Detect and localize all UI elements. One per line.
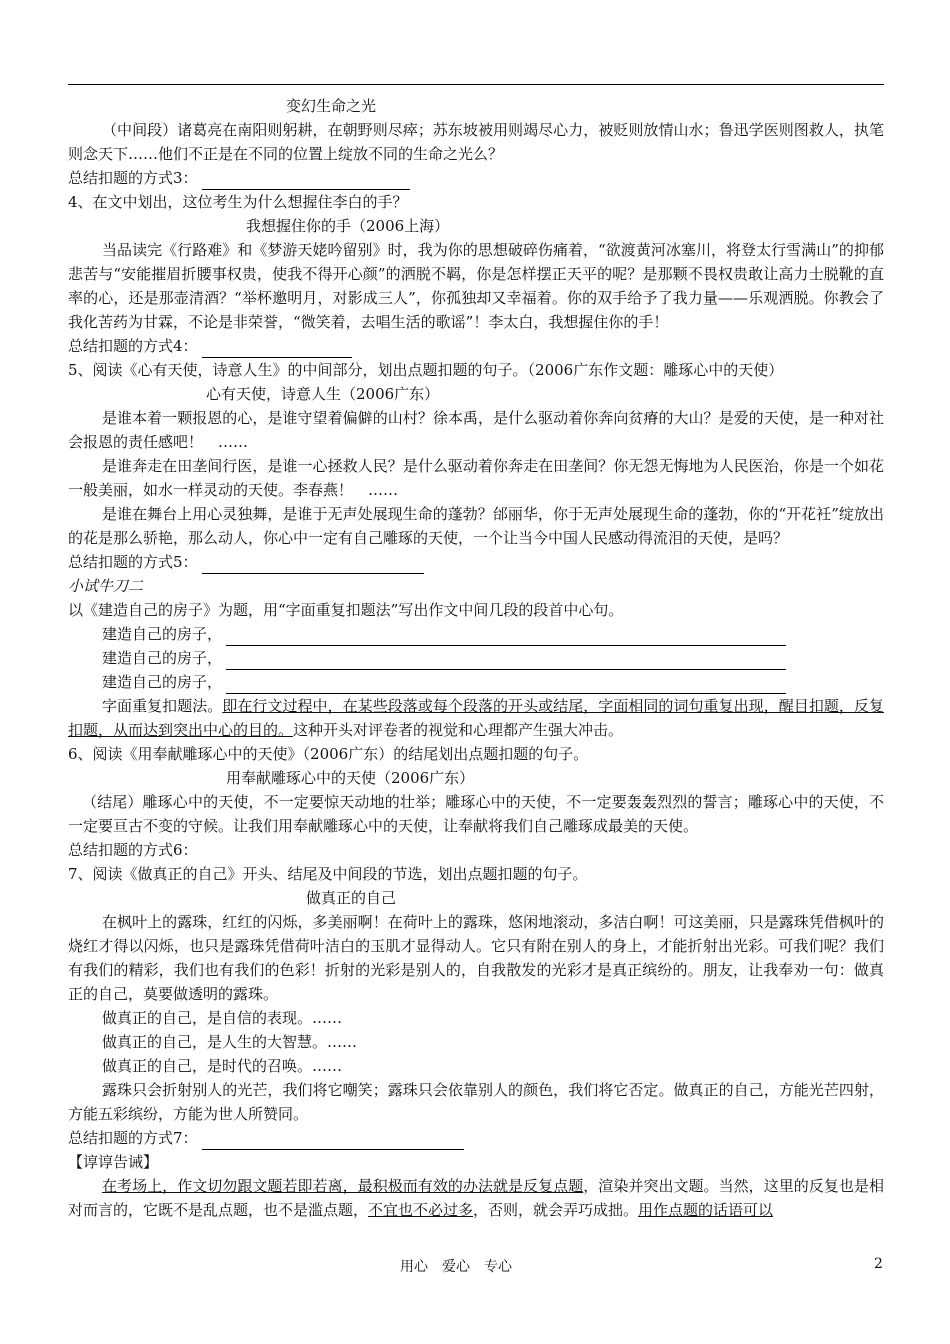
paragraph-zhihui: 做真正的自己，是人生的大智慧。…… — [102, 1033, 358, 1051]
summary-label-7: 总结扣题的方式7： — [68, 1129, 198, 1147]
essay-title-zuo-zhenzheng: 做真正的自己 — [306, 889, 397, 907]
method-explanation — [68, 694, 884, 742]
paragraph-libai: 当品读完《行路难》和《梦游天姥吟留别》时，我为你的思想破碎伤痛着，“欲渡黄河冰塞川，将登太行雪满山”的抑郁悲苦与“安能摧眉折腰事权贵，使我不得开心颜”的洒脱不羁，你是怎样摆正天平的呢？是那颗不畏权贵敢让高力士脱靴的直率的心，还是那壶清酒？“举杯邀明月，对影成三人”，你孤独却又幸福着。你的双手给予了我力量——乐观洒脱。你教会了我化苦药为甘霖，不论是非荣誉，“微笑着，去唱生活的歌谣”！李太白，我想握住你的手！ — [68, 241, 884, 331]
question-4: 4、在文中划出，这位考生为什么想握住李白的手？ — [68, 193, 408, 211]
fill-blank-2[interactable] — [226, 652, 786, 670]
summary-line-6 — [68, 838, 884, 862]
fill-blank-3[interactable] — [226, 676, 786, 694]
essay-title-wo-xiang: 我想握住你的手（2006上海） — [246, 217, 450, 235]
answer-blank-7[interactable] — [202, 1132, 464, 1150]
fill-label-2: 建造自己的房子， — [102, 649, 223, 667]
question-7: 7、阅读《做真正的自己》开头、结尾及中间段的节选，划出点题扣题的句子。 — [68, 865, 588, 883]
answer-blank-5[interactable] — [202, 556, 424, 574]
method-underlined: 即在行文过程中，在某些段落或每个段落的开头或结尾，字面相同的词句重复出现，醒目扣题，反复扣题，从而达到突出中心的目的。 — [68, 697, 884, 739]
paragraph-xu-benyu: 是谁本着一颗报恩的心，是谁守望着偏僻的山村？徐本禹，是什么驱动着你奔向贫瘠的大山？是爱的天使，是一种对社会报恩的责任感吧！ …… — [68, 409, 884, 451]
answer-blank-4[interactable] — [202, 340, 352, 358]
paragraph-dew-opening: 在枫叶上的露珠，红红的闪烁，多美丽啊！在荷叶上的露珠，悠闲地滚动，多洁白啊！可这美丽，只是露珠凭借枫叶的烧红才得以闪烁，也只是露珠凭借荷叶洁白的玉肌才显得动人。它只有附在别人的身上，才能折射出光彩。可我们呢？我们有我们的精彩，我们也有我们的色彩！折射的光彩是别人的，自我散发的光彩才是真正缤纷的。朋友，让我奉劝一句：做真正的自己，莫要做透明的露珠。 — [68, 913, 884, 1003]
summary-label-5: 总结扣题的方式5： — [68, 553, 198, 571]
essay-title-fengxian: 用奉献雕琢心中的天使（2006广东） — [226, 769, 475, 787]
fill-row-1 — [68, 622, 884, 646]
advice-text-2: ，否则，就会弄巧成拙。 — [473, 1201, 639, 1219]
summary-line-7 — [68, 1126, 884, 1150]
answer-blank-3[interactable] — [202, 172, 410, 190]
fill-row-3 — [68, 670, 884, 694]
essay-title-xin-you-tianshi: 心有天使，诗意人生（2006广东） — [206, 385, 440, 403]
question-6: 6、阅读《用奉献雕琢心中的天使》（2006广东）的结尾划出点题扣题的句子。 — [68, 745, 589, 763]
summary-label-6: 总结扣题的方式6： — [68, 841, 198, 859]
fill-label-1: 建造自己的房子， — [102, 625, 223, 643]
paragraph-tai-lihua: 是谁在舞台上用心灵独舞，是谁于无声处展现生命的蓬勃？邰丽华，你于无声处展现生命的蓬勃，你的“开花衽”绽放出的花是那么骄艳，那么动人，你心中一定有自己雕琢的天使，一个让当今中国人民感动得流泪的天使，是吗？ — [68, 505, 884, 547]
page-number: 2 — [874, 1256, 883, 1272]
fill-row-2 — [68, 646, 884, 670]
document-body — [68, 94, 884, 1222]
method-tail: 这种开头对评卷者的视觉和心理都产生强大冲击。 — [293, 721, 624, 739]
method-lead: 字面重复扣题法。 — [102, 697, 223, 715]
fill-blank-1[interactable] — [226, 628, 786, 646]
paragraph-shidai: 做真正的自己，是时代的召唤。…… — [102, 1057, 343, 1075]
advice-heading: 【谆谆告诫】 — [68, 1153, 159, 1171]
paragraph-li-chunyan: 是谁奔走在田垄间行医，是谁一心拯救人民？是什么驱动着你奔走在田垄间？你无怨无悔地为人民医治，你是一个如花一般美丽，如水一样灵动的天使。李春燕！ …… — [68, 457, 884, 499]
summary-label-4: 总结扣题的方式4： — [68, 337, 198, 355]
header-rule — [68, 84, 884, 85]
summary-line-3 — [68, 166, 884, 190]
paragraph-bianhuan: （中间段）诸葛亮在南阳则躬耕，在朝野则尽瘁；苏东坡被用则竭尽心力，被贬则放情山水；鲁迅学医则图救人，执笔则念天下……他们不正是在不同的位置上绽放不同的生命之光么？ — [68, 121, 884, 163]
advice-text-1: ，渲染并突出文题。当然，这里的反复也是相对而言的，它既不是乱点题，也不是滥点题， — [68, 1177, 884, 1219]
paragraph-dew-ending: 露珠只会折射别人的光芒，我们将它嘲笑；露珠只会依靠别人的颜色，我们将它否定。做真正的自己，方能光芒四射，方能五彩缤纷，方能为世人所赞同。 — [68, 1081, 884, 1123]
trial-heading: 小试牛刀二 — [68, 577, 144, 595]
fill-label-3: 建造自己的房子， — [102, 673, 223, 691]
paragraph-zixin: 做真正的自己，是自信的表现。…… — [102, 1009, 343, 1027]
essay-title-bianhuan: 变幻生命之光 — [286, 97, 377, 115]
summary-label-3: 总结扣题的方式3： — [68, 169, 198, 187]
advice-underlined-3: 用作点题的话语可以 — [638, 1201, 774, 1219]
summary-line-5 — [68, 550, 884, 574]
footer-motto: 用心 爱心 专心 — [400, 1259, 512, 1275]
advice-underlined-2: 不宜也不必过多 — [368, 1201, 474, 1219]
question-5: 5、阅读《心有天使，诗意人生》的中间部分，划出点题扣题的句子。（2006广东作文题：雕琢心中的天使） — [68, 361, 784, 379]
trial-prompt: 以《建造自己的房子》为题，用“字面重复扣题法”写出作文中间几段的段首中心句。 — [68, 601, 624, 619]
summary-line-4 — [68, 334, 884, 358]
paragraph-fengxian-ending: （结尾）雕琢心中的天使，不一定要惊天动地的壮举；雕琢心中的天使，不一定要轰轰烈烈的誓言；雕琢心中的天使，不一定要亘古不变的守候。让我们用奉献雕琢心中的天使，让奉献将我们自己雕琢成最美的天使。 — [68, 793, 884, 835]
advice-underlined-1: 在考场上，作文切勿跟文题若即若离，最积极而有效的办法就是反复点题 — [102, 1177, 584, 1195]
advice-paragraph — [68, 1174, 884, 1222]
